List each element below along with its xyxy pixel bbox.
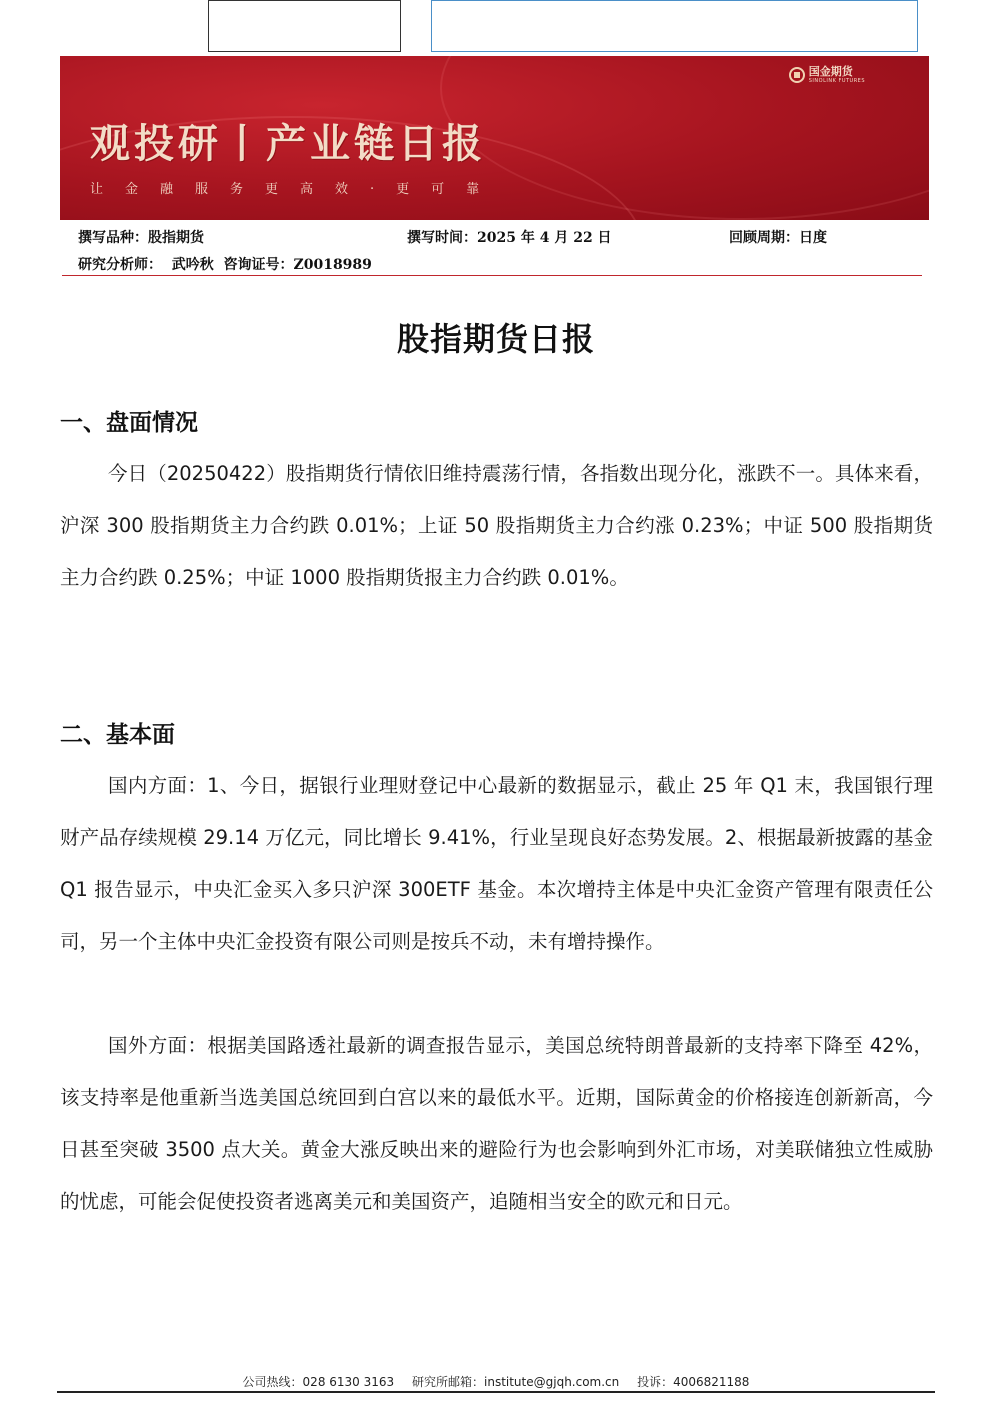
section-heading-fundamentals: 二、基本面	[60, 722, 175, 748]
section-heading-market: 一、盘面情况	[60, 410, 198, 436]
meta-analyst: 研究分析师： 武吟秋 咨询证号：Z0018989	[78, 257, 372, 273]
company-name-en: SINOLINK FUTURES	[808, 78, 865, 84]
footer-email: 研究所邮箱：institute@gjqh.com.cn	[412, 1375, 620, 1389]
banner-slogan: 让金融服务更高效·更可靠	[90, 182, 502, 197]
header-box-right	[431, 0, 918, 52]
meta-period: 回顾周期：日度	[729, 230, 827, 246]
page-footer	[0, 1373, 992, 1390]
meta-variety: 撰写品种：股指期货	[78, 230, 204, 246]
paragraph-international: 国外方面：根据美国路透社最新的调查报告显示，美国总统特朗普最新的支持率下降至 42%，该支持率是他重新当选美国总统回到白宫以来的最低水平。近期，国际黄金的价格接连创新新高，今日甚至突破 3500 点大关。黄金大涨反映出来的避险行为也会影响到外汇市场，对美联储独立性威胁的忧虑，可能会促使投资者逃离美元和美国资产，追随相当安全的欧元和日元。	[60, 1034, 933, 1213]
meta-date: 撰写时间：2025 年 4 月 22 日	[407, 230, 612, 246]
paragraph-domestic: 国内方面：1、今日，据银行业理财登记中心最新的数据显示，截止 25 年 Q1 末，我国银行理财产品存续规模 29.14 万亿元，同比增长 9.41%，行业呈现良好态势发展。2、根据最新披露的基金 Q1 报告显示，中央汇金买入多只沪深 300ETF 基金。本次增持主体是中央汇金资产管理有限责任公司，另一个主体中央汇金投资有限公司则是按兵不动，未有增持操作。	[60, 774, 933, 953]
company-name: 国金期货	[808, 65, 853, 78]
paragraph-market: 今日（20250422）股指期货行情依旧维持震荡行情，各指数出现分化，涨跌不一。具体来看，沪深 300 股指期货主力合约跌 0.01%；上证 50 股指期货主力合约涨 0.23%；中证 500 股指期货主力合约跌 0.25%；中证 1000 股指期货报主力合约跌 0.01%。	[60, 462, 933, 589]
header-divider	[62, 275, 922, 276]
header-box-left	[208, 0, 401, 52]
footer-hotline: 公司热线：028 6130 3163	[242, 1375, 395, 1389]
footer-divider	[57, 1391, 935, 1393]
report-banner	[60, 56, 929, 220]
company-logo-icon	[789, 67, 805, 83]
banner-title: 观投研丨产业链日报	[90, 121, 486, 167]
footer-complaint: 投诉：4006821188	[637, 1375, 750, 1389]
document-title: 股指期货日报	[396, 320, 595, 358]
company-logo	[789, 66, 865, 84]
